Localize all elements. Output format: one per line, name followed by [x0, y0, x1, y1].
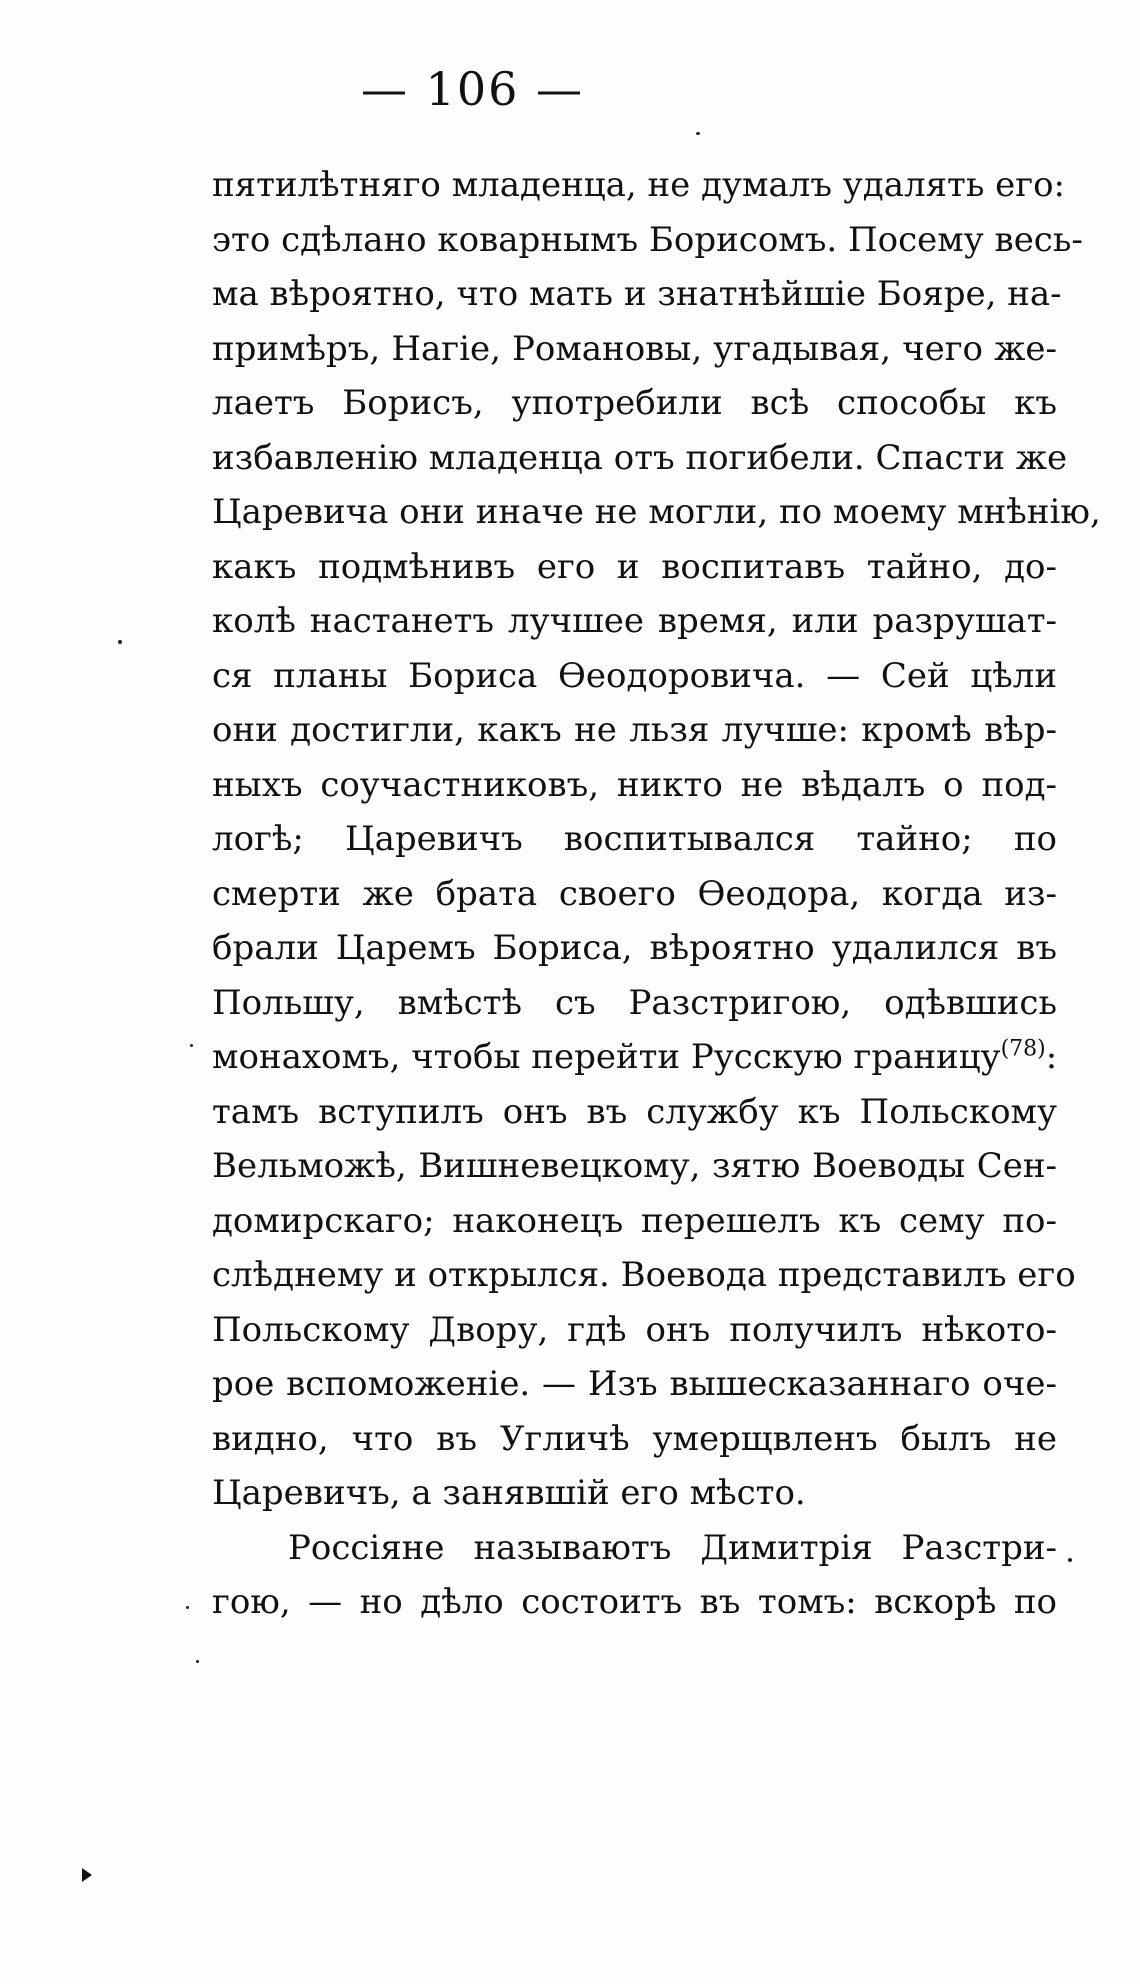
text-line: Польшу, вмѣстѣ съ Разстригою, одѣвшись — [212, 982, 1057, 1023]
text-line: рое вспоможеніе. — Изъ вышесказаннаго оче- — [212, 1364, 1057, 1404]
footnote-reference[interactable]: (78) — [1000, 1036, 1046, 1062]
text-line: колѣ настанетъ лучшее время, или разрушат- — [212, 601, 1057, 641]
scan-speck — [186, 1606, 189, 1609]
text-line: какъ подмѣнивъ его и воспитавъ тайно, до- — [212, 546, 1057, 587]
scan-speck — [1068, 1558, 1072, 1562]
scan-speck — [118, 640, 122, 644]
text-line: тамъ вступилъ онъ въ службу къ Польскому — [212, 1091, 1057, 1132]
text-line: пятилѣтняго младенца, не думалъ удалять его: — [212, 165, 1066, 205]
text-line-fragment: монахомъ, чтобы перейти Русскую границу — [212, 1037, 1001, 1077]
text-line: слѣднему и открылся. Воевода представилъ его — [212, 1255, 1076, 1295]
text-line: гою, — но дѣло состоитъ въ томъ: вскорѣ по — [212, 1582, 1057, 1622]
text-line: домирскаго; наконецъ перешелъ къ сему по- — [212, 1200, 1057, 1241]
text-line: Польскому Двору, гдѣ онъ получилъ нѣкото- — [212, 1309, 1057, 1350]
page-number: — 106 — — [360, 62, 585, 116]
text-line: логѣ; Царевичъ воспитывался тайно; по — [212, 819, 1057, 859]
text-line: ма вѣроятно, что мать и знатнѣйшіе Бояре, на- — [212, 274, 1062, 314]
scan-corner-mark — [82, 1868, 92, 1882]
text-line: ся планы Бориса Ѳеодоровича. — Сей цѣли — [212, 655, 1057, 696]
text-line: это сдѣлано коварнымъ Борисомъ. Посему весь- — [212, 219, 1083, 260]
paragraph-last-line: Царевичъ, а занявшій его мѣсто. — [212, 1473, 806, 1513]
text-line: брали Царемъ Бориса, вѣроятно удалился въ — [212, 928, 1057, 968]
footnote-tail-punctuation: : — [1045, 1037, 1058, 1077]
scan-speck — [196, 1660, 199, 1663]
text-line: Вельможѣ, Вишневецкому, зятю Воеводы Сен- — [212, 1146, 1057, 1186]
text-line: смерти же брата своего Ѳеодора, когда из- — [212, 873, 1057, 914]
scan-speck — [696, 132, 700, 135]
text-line-with-footnote — [212, 1030, 1057, 1085]
text-line: избавленію младенца отъ погибели. Спасти же — [212, 437, 1068, 478]
text-line: примѣръ, Нагіе, Романовы, угадывая, чего же- — [212, 328, 1057, 369]
paragraph-first-line: Россіяне называютъ Димитрія Разстри- — [288, 1527, 1057, 1568]
text-line: Царевича они иначе не могли, по моему мнѣнію, — [212, 492, 1101, 532]
body-text — [212, 158, 1101, 1630]
text-line: они достигли, какъ не льзя лучше: кромѣ вѣр- — [212, 710, 1057, 750]
text-line: ныхъ соучастниковъ, никто не вѣдалъ о под- — [212, 764, 1057, 805]
text-line: лаетъ Борисъ, употребили всѣ способы къ — [212, 383, 1057, 423]
text-line: видно, что въ Угличѣ умерщвленъ былъ не — [212, 1418, 1057, 1459]
scan-speck — [190, 1044, 193, 1047]
